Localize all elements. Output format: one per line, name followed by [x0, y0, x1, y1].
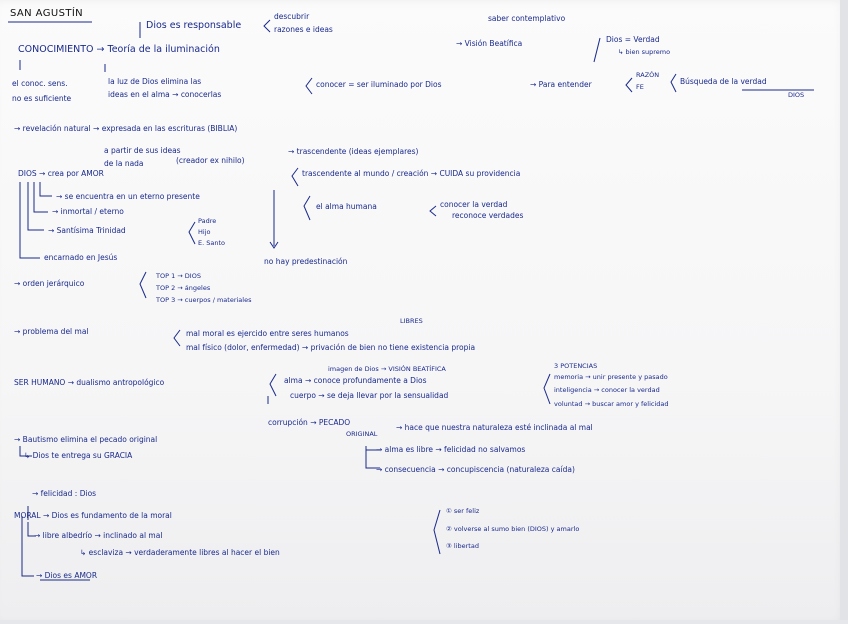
note-conocer-iluminado: conocer = ser iluminado por Dios: [316, 80, 442, 89]
note-top2: TOP 2 → ángeles: [156, 284, 211, 292]
page-title: SAN AGUSTÍN: [10, 8, 84, 19]
note-para-entender: → Para entender: [530, 80, 592, 89]
note-busqueda-verdad: Búsqueda de la verdad: [680, 77, 767, 86]
tree-line: [28, 182, 44, 230]
page-bottom-edge: [0, 620, 848, 624]
note-alma-humana: el alma humana: [316, 202, 377, 211]
note-mal-moral: mal moral es ejercido entre seres humanos: [186, 329, 349, 338]
note-razon: RAZÓN: [636, 71, 660, 79]
note-volverse: ② volverse al sumo bien (DIOS) y amarlo: [446, 525, 580, 533]
divider-line: [594, 38, 600, 62]
note-razones-ideas: razones e ideas: [274, 25, 333, 34]
note-imagen-dios: imagen de Dios → VISIÓN BEATÍFICA: [328, 365, 446, 373]
note-a-partir: a partir de sus ideas: [104, 146, 181, 155]
bracket-line: [430, 206, 436, 216]
note-alma-libre: → alma es libre → felicidad no salvamos: [376, 445, 526, 454]
note-top1: TOP 1 → DIOS: [156, 272, 201, 280]
note-ser-feliz: ① ser feliz: [446, 507, 480, 515]
note-ideas-alma: ideas en el alma → conocerlas: [108, 90, 222, 99]
note-padre: Padre: [198, 217, 217, 225]
note-hijo: Hijo: [198, 228, 211, 236]
bracket-line: [306, 78, 312, 94]
page-edge: [840, 0, 848, 624]
note-vision-beatifica: → Visión Beatífica: [456, 39, 523, 48]
tree-line: [34, 182, 48, 212]
note-moral: MORAL → Dios es fundamento de la moral: [14, 511, 172, 520]
note-dios-amor: → Dios es AMOR: [36, 571, 98, 580]
bracket-line: [544, 374, 550, 404]
note-no-predestinacion: no hay predestinación: [264, 257, 348, 266]
note-esclaviza: ↳ esclaviza → verdaderamente libres al hacer el bien: [80, 548, 280, 557]
note-dios-verdad: Dios = Verdad: [606, 35, 660, 44]
note-revelacion: → revelación natural → expresada en las escrituras (BIBLIA): [14, 124, 238, 133]
note-no-suficiente: no es suficiente: [12, 94, 72, 103]
note-libre-albedrio: → libre albedrío → inclinado al mal: [34, 531, 163, 540]
note-encarnado: encarnado en Jesús: [44, 253, 118, 262]
note-conocimiento: CONOCIMIENTO → Teoría de la iluminación: [18, 44, 220, 55]
note-ser-humano: SER HUMANO → dualismo antropológico: [14, 378, 165, 387]
note-bien-supremo: ↳ bien supremo: [618, 48, 671, 56]
note-dios-crea: DIOS → crea por AMOR: [18, 169, 104, 178]
note-conocer-verdad: conocer la verdad: [440, 200, 508, 209]
note-dios-entrega: ↳ Dios te entrega su GRACIA: [24, 451, 133, 460]
bracket-line: [189, 222, 195, 244]
note-e-santo: E. Santo: [198, 239, 225, 247]
note-descubrir: descubrir: [274, 12, 310, 21]
note-de-la-nada: de la nada: [104, 159, 144, 168]
note-top3: TOP 3 → cuerpos / materiales: [156, 296, 252, 304]
note-problema-mal: → problema del mal: [14, 327, 89, 336]
note-orden: → orden jerárquico: [14, 279, 85, 288]
bracket-line: [140, 272, 146, 298]
bracket-line: [174, 330, 180, 346]
note-cuerpo: cuerpo → se deja llevar por la sensualidad: [290, 391, 449, 400]
bracket-line: [626, 78, 632, 92]
note-voluntad: voluntad → buscar amor y felicidad: [554, 400, 669, 408]
note-luz-de-dios: la luz de Dios elimina las: [108, 77, 202, 86]
tree-line: [40, 182, 52, 196]
note-felicidad-dios: → felicidad : Dios: [32, 489, 97, 498]
bracket-line: [264, 20, 270, 32]
note-memoria: memoria → unir presente y pasado: [554, 373, 668, 381]
note-naturaleza-inclinada: → hace que nuestra naturaleza esté inclinada al mal: [396, 423, 593, 432]
bracket-line: [434, 510, 440, 554]
note-fe: FE: [636, 83, 644, 91]
tree-line: [20, 182, 40, 258]
bracket-line: [270, 374, 276, 396]
bracket-line: [671, 74, 676, 92]
note-libres: LIBRES: [400, 317, 423, 325]
note-corrupcion: corrupción → PECADO: [268, 418, 351, 427]
note-mal-fisico: mal físico (dolor, enfermedad) → privación de bien no tiene existencia propia: [186, 343, 476, 352]
note-bautismo: → Bautismo elimina el pecado original: [14, 435, 158, 444]
note-eterno-presente: → se encuentra en un eterno presente: [56, 192, 200, 201]
note-conoc-sens: el conoc. sens.: [12, 79, 68, 88]
note-creador: (creador ex nihilo): [176, 156, 245, 165]
note-reconoce-verdades: reconoce verdades: [452, 211, 524, 220]
note-libertad: ③ libertad: [446, 542, 479, 550]
bracket-line: [292, 168, 298, 186]
note-trasc-mundo: trascendente al mundo / creación → CUIDA su providencia: [302, 169, 521, 178]
note-inmortal: → inmortal / eterno: [52, 207, 124, 216]
note-consecuencia: → consecuencia → concupiscencia (naturaleza caída): [376, 465, 575, 474]
note-dios-responsable: Dios es responsable: [146, 20, 242, 31]
note-trascendente: → trascendente (ideas ejemplares): [288, 147, 419, 156]
note-saber-contemplativo: saber contemplativo: [488, 14, 566, 23]
note-tres-potencias: 3 POTENCIAS: [554, 362, 598, 370]
bracket-line: [304, 196, 310, 220]
note-dios-sub: DIOS: [788, 91, 805, 99]
note-original: ORIGINAL: [346, 430, 378, 438]
note-inteligencia: inteligencia → conocer la verdad: [554, 386, 660, 394]
note-santisima: → Santísima Trinidad: [48, 226, 126, 235]
note-alma-conoce: alma → conoce profundamente a Dios: [284, 376, 427, 385]
